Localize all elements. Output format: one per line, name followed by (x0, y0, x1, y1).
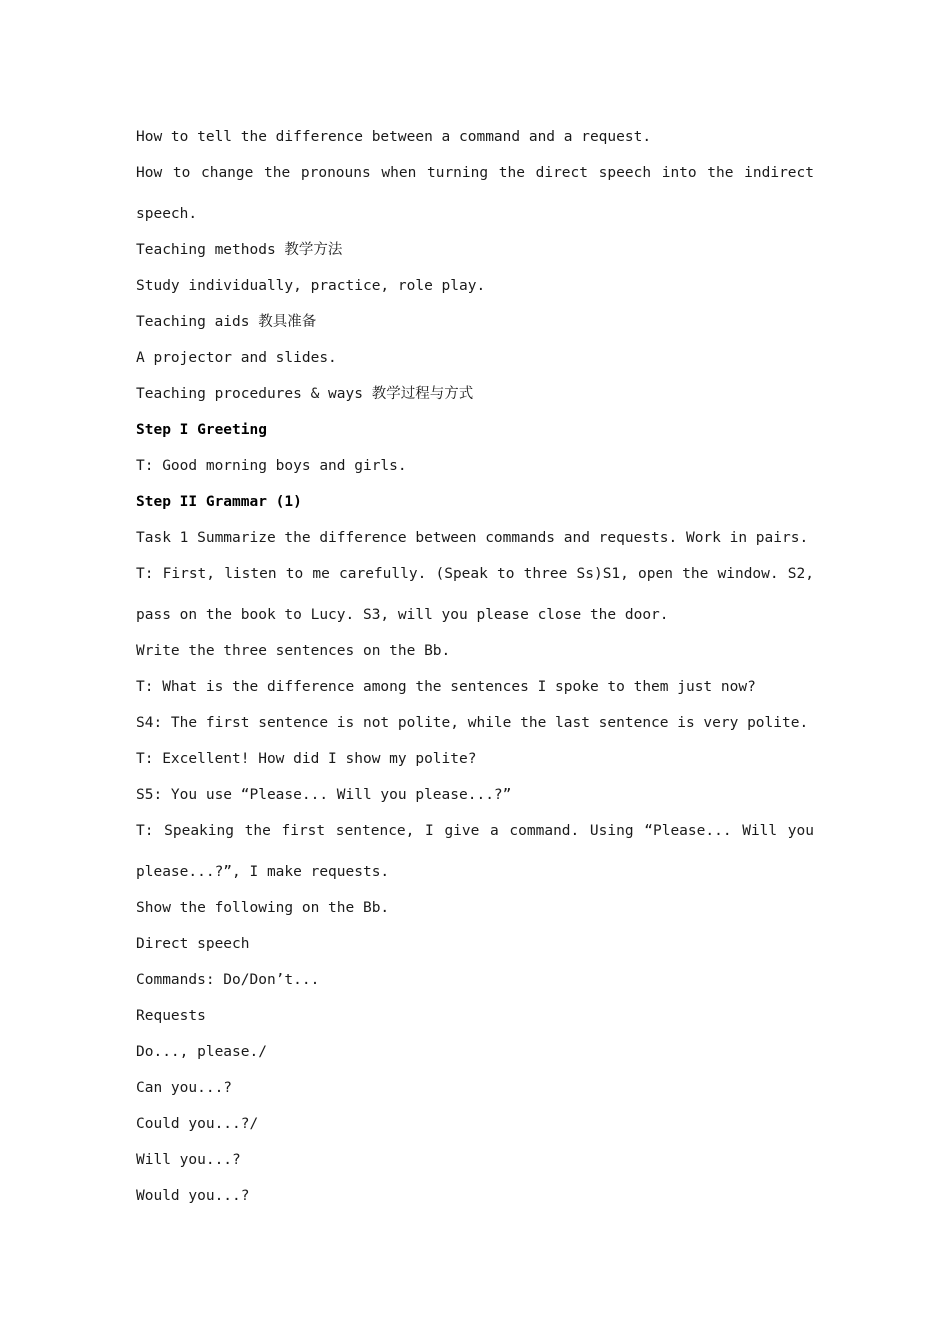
section-heading: Teaching methods 教学方法 (136, 242, 343, 258)
section-heading: Teaching procedures & ways 教学过程与方式 (136, 386, 474, 402)
text-line: Study individually, practice, role play. (136, 278, 486, 294)
text-line: Can you...? (136, 1080, 233, 1096)
text-line: T: Good morning boys and girls. (136, 458, 407, 474)
text-line: A projector and slides. (136, 350, 337, 366)
step-heading: Step I Greeting (136, 422, 267, 438)
text-line: Would you...? (136, 1188, 250, 1204)
text-line: Do..., please./ (136, 1044, 267, 1060)
text-line: Show the following on the Bb. (136, 900, 390, 916)
text-line: Direct speech (136, 936, 250, 952)
text-line: T: First, listen to me carefully. (Speak to three Ss)S1, open the window. S2, (136, 566, 814, 582)
text-line: How to change the pronouns when turning the direct speech into the indirect (136, 165, 814, 181)
text-line: How to tell the difference between a command and a request. (136, 129, 652, 145)
text-line: Requests (136, 1008, 206, 1024)
text-line: Write the three sentences on the Bb. (136, 643, 451, 659)
step-heading: Step II Grammar (1) (136, 494, 302, 510)
text-line: Task 1 Summarize the difference between commands and requests. Work in pairs. (136, 530, 809, 546)
text-line: S4: The first sentence is not polite, while the last sentence is very polite. (136, 715, 809, 731)
text-line: Will you...? (136, 1152, 241, 1168)
text-line: T: What is the difference among the sentences I spoke to them just now? (136, 679, 756, 695)
text-line: T: Excellent! How did I show my polite? (136, 751, 477, 767)
text-line: S5: You use “Please... Will you please...?” (136, 787, 512, 803)
text-line: Commands: Do/Don’t... (136, 972, 320, 988)
text-line: Could you...?/ (136, 1116, 259, 1132)
text-line: please...?”, I make requests. (136, 864, 390, 880)
text-line: T: Speaking the first sentence, I give a command. Using “Please... Will you (136, 823, 814, 839)
text-line: pass on the book to Lucy. S3, will you please close the door. (136, 607, 669, 623)
text-line: speech. (136, 206, 198, 222)
section-heading: Teaching aids 教具准备 (136, 314, 317, 330)
